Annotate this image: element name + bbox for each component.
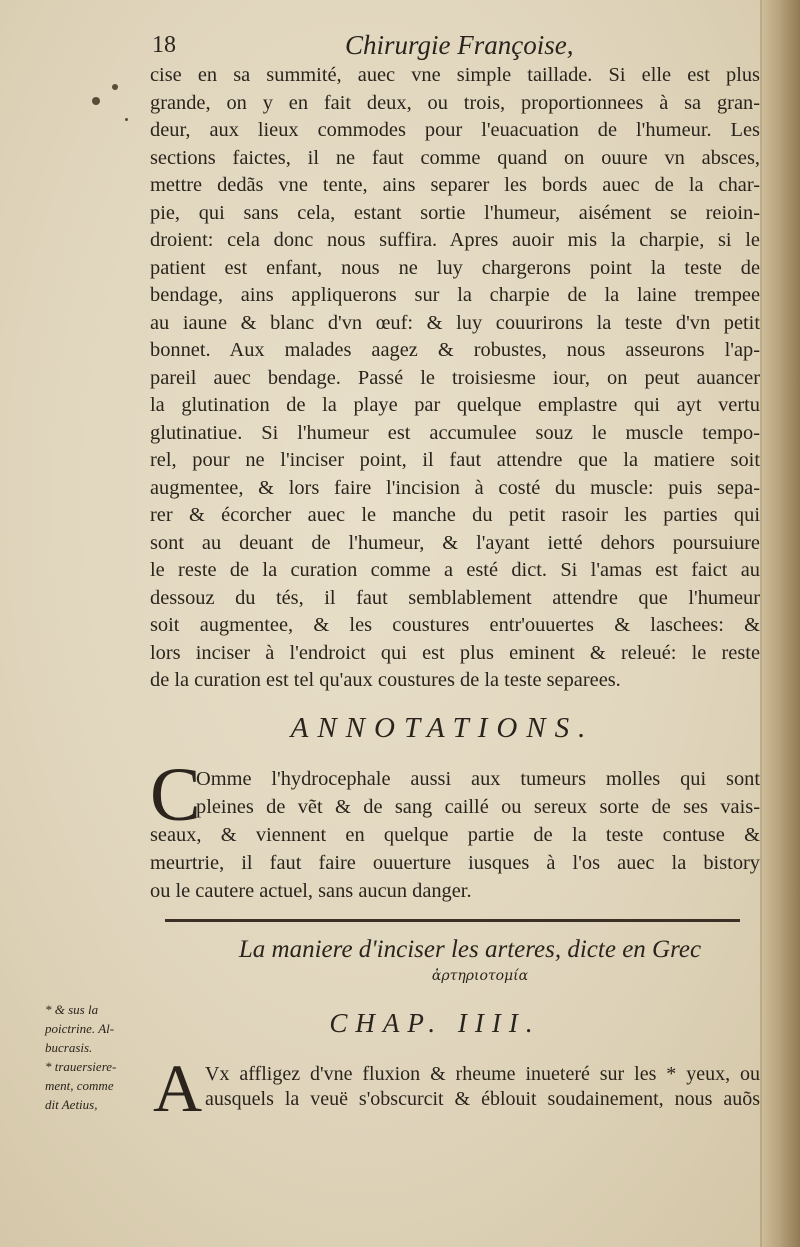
- annotations-text: [150, 753, 760, 905]
- running-title: Chirurgie Françoise,: [345, 30, 574, 60]
- text-line: sections faictes, il ne faut comme quand on ouure vn absces,: [150, 146, 760, 169]
- text-line: pareil auec bendage. Passé le troisiesme iour, on peut auancer: [150, 366, 760, 389]
- margin-note-line: ment, comme: [45, 1078, 114, 1093]
- text-line: rel, pour ne l'inciser point, il faut attendre que la matiere soit: [150, 449, 760, 471]
- text-line: deur, aux lieux commodes pour l'euacuation de l'humeur. Les: [150, 119, 760, 141]
- annotations-heading: ANNOTATIONS.: [290, 712, 595, 744]
- margin-note-line: bucrasis.: [45, 1040, 93, 1055]
- text-line: Vx affligez d'vne fluxion & rheume inueteré sur les * yeux, ou: [205, 1063, 760, 1085]
- main-text: [150, 62, 760, 695]
- gutter-edge: [760, 0, 762, 1247]
- page-header: [150, 30, 760, 64]
- text-line: ausquels la veuë s'obscurcit & éblouit soudainement, nous auõs: [205, 1088, 760, 1110]
- text-line: la glutination de la playe par quelque emplastre qui ayt vertu: [150, 394, 760, 416]
- ink-spot: [92, 97, 100, 105]
- text-line: bendage, ains appliquerons sur la charpie de la laine trempee: [150, 284, 760, 306]
- text-line: pie, qui sans cela, estant sortie l'humeur, aisément se reioin-: [150, 201, 760, 224]
- section-title: La maniere d'inciser les arteres, dicte en Grec: [238, 936, 702, 963]
- drop-cap: A: [153, 1050, 203, 1126]
- text-line: ou le cautere actuel, sans aucun danger.: [150, 880, 472, 902]
- text-line: Omme l'hydrocephale aussi aux tumeurs molles qui sont: [196, 768, 760, 790]
- page-number: 18: [152, 32, 176, 58]
- section-rule: [165, 919, 740, 922]
- text-line: de la curation est tel qu'aux coustures de la teste separees.: [150, 669, 621, 691]
- text-line: rer & écorcher auec le manche du petit rasoir les parties qui: [150, 504, 760, 526]
- text-line: patient est enfant, nous ne luy chargerons point la teste de: [150, 256, 760, 279]
- chapter-heading: CHAP. IIII.: [329, 1008, 541, 1038]
- text-line: meurtrie, il faut faire ouuerture iusques à l'os auec la bistory: [150, 852, 760, 874]
- margin-note-line: dit Aetius,: [45, 1097, 98, 1112]
- text-line: cise en sa summité, auec vne simple taillade. Si elle est plus: [150, 64, 760, 86]
- margin-note-line: * trauersiere-: [45, 1059, 117, 1074]
- text-line: lors inciser à l'endroict qui est plus eminent & releué: le reste: [150, 641, 760, 664]
- text-line: grande, on y en fait deux, ou trois, proportionnees à sa gran-: [150, 91, 760, 114]
- text-line: seaux, & viennent en quelque partie de la teste contuse &: [150, 824, 760, 846]
- text-line: glutinatiue. Si l'humeur est accumulee souz le muscle tempo-: [150, 421, 760, 444]
- greek-term: ἀρτηριοτομία: [431, 968, 529, 984]
- text-line: soit augmentee, & les coustures entr'ouuertes & laschees: &: [150, 614, 760, 636]
- chapter-text: [205, 1062, 760, 1112]
- ink-spot: [112, 84, 118, 90]
- text-line: le reste de la curation comme a esté dict. Si l'amas est faict au: [150, 559, 760, 581]
- text-line: sont au deuant de l'humeur, & l'ayant ietté dehors poursuiure: [150, 531, 760, 554]
- ink-spot: [125, 118, 128, 121]
- text-line: augmentee, & lors faire l'incision à costé du muscle: puis sepa-: [150, 476, 760, 499]
- text-line: droient: cela donc nous suffira. Apres auoir mis la charpie, si le: [150, 229, 760, 251]
- text-line: pleines de vẽt & de sang caillé ou sereux sorte de ses vais-: [196, 796, 760, 818]
- text-line: bonnet. Aux malades aagez & robustes, nous asseurons l'ap-: [150, 339, 760, 361]
- margin-note-line: * & sus la: [45, 1002, 99, 1017]
- margin-notes: [45, 1000, 163, 1114]
- text-line: dessouz du tés, il faut semblablement attendre que l'humeur: [150, 586, 760, 609]
- drop-cap: C: [150, 753, 201, 837]
- text-line: au iaune & blanc d'vn œuf: & luy couurirons la teste d'vn petit: [150, 311, 760, 334]
- margin-note-line: poictrine. Al-: [45, 1021, 115, 1036]
- page-gutter: [762, 0, 800, 1247]
- text-line: mettre dedãs vne tente, ains separer les bords auec de la char-: [150, 174, 760, 196]
